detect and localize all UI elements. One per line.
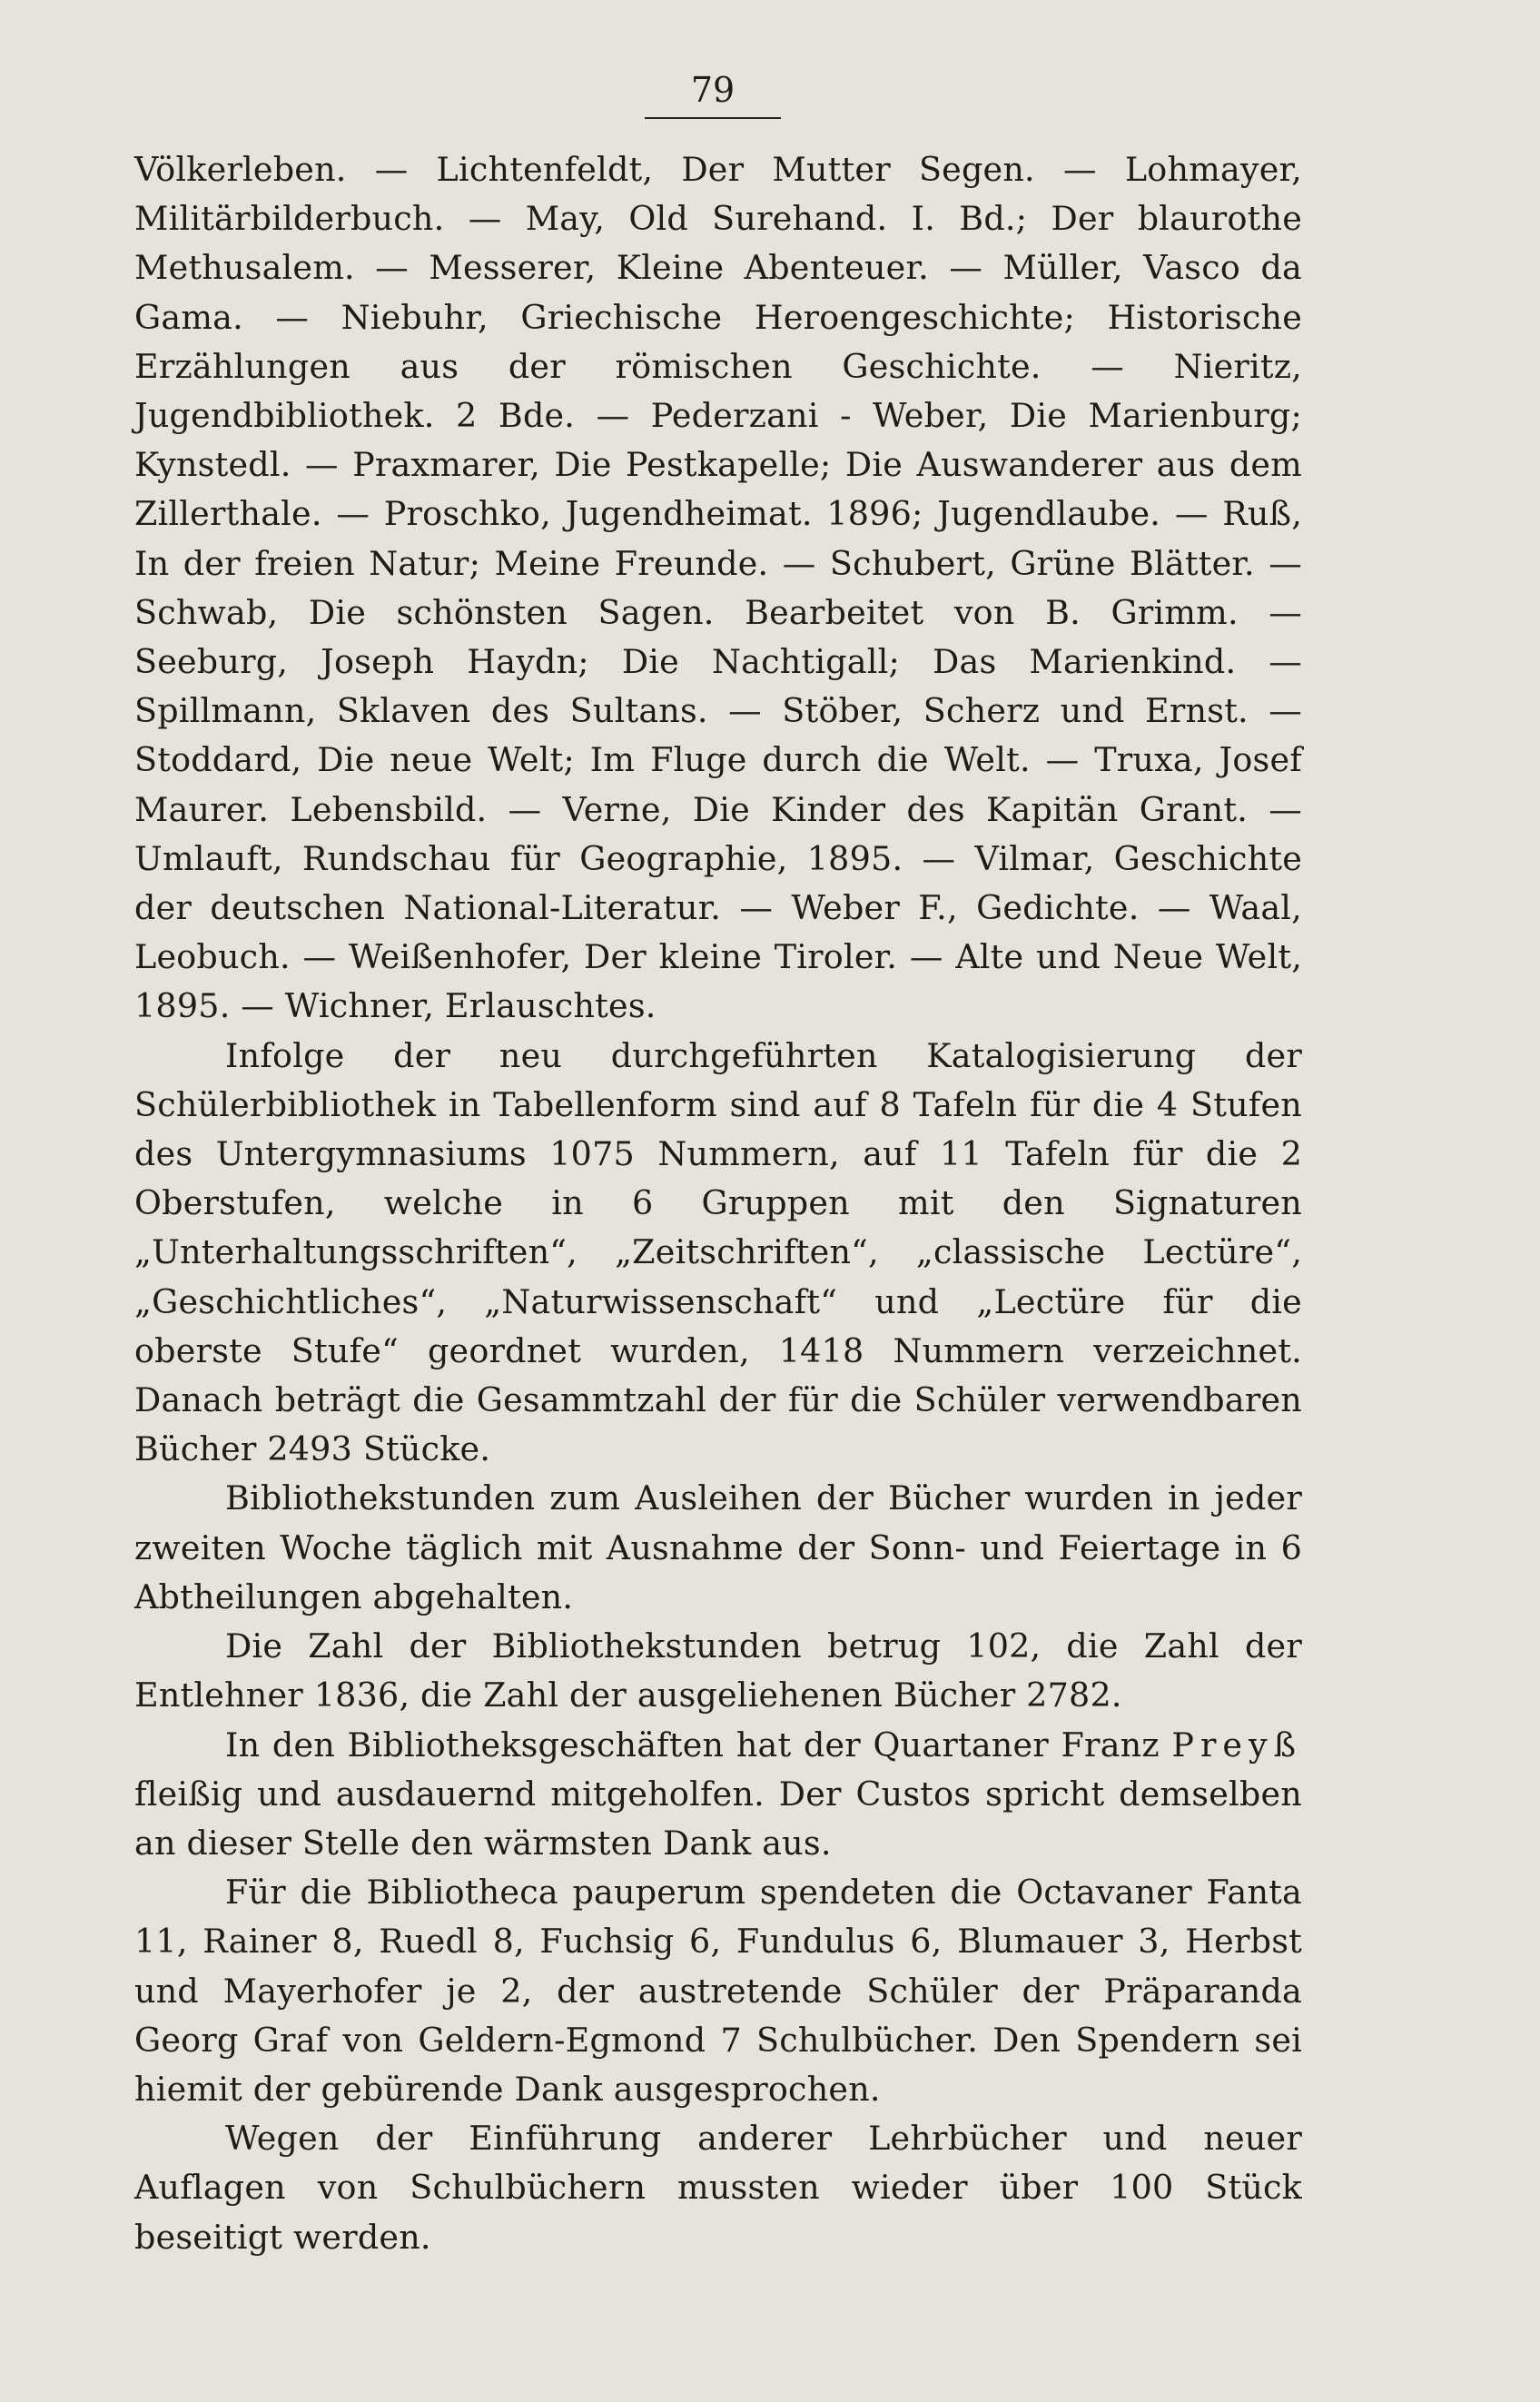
helper-acknowledgement-paragraph <box>134 1721 1302 1869</box>
helper-text-after-name: fleißig und ausdauernd mitgeholfen. Der Custos spricht demselben an dieser Stelle den wärmsten Dank aus. <box>134 1774 1302 1863</box>
page-number: 79 <box>690 70 735 110</box>
helper-text-before-name: In den Bibliotheksgeschäften hat der Quartaner Franz <box>225 1725 1172 1764</box>
donations-paragraph: Für die Bibliotheca pauperum spendeten die Octavaner Fanta 11, Rainer 8, Ruedl 8, Fuchsig 6, Fundulus 6, Blumauer 3, Herbst und Mayerhofer je 2, der austretende Schüler der Präparanda Georg Graf von Geldern-Egmond 7 Schulbücher. Den Spendern sei hiemit der gebürende Dank ausgesprochen. <box>134 1873 1302 2109</box>
body-text <box>134 145 1302 2262</box>
library-statistics-paragraph: Die Zahl der Bibliothekstunden betrug 102, die Zahl der Entlehner 1836, die Zahl der ausgeliehenen Bücher 2782. <box>134 1626 1302 1715</box>
removed-books-paragraph: Wegen der Einführung anderer Lehrbücher und neuer Auflagen von Schulbüchern mussten wieder über 100 Stück beseitigt werden. <box>134 2119 1302 2257</box>
library-hours-paragraph: Bibliothekstunden zum Ausleihen der Bücher wurden in jeder zweiten Woche täglich mit Ausnahme der Sonn- und Feiertage in 6 Abtheilungen abgehalten. <box>134 1478 1302 1616</box>
page-number-underline <box>645 117 781 119</box>
catalog-paragraph: Infolge der neu durchgeführten Katalogisierung der Schülerbibliothek in Tabellenform sind auf 8 Tafeln für die 4 Stufen des Untergymnasiums 1075 Nummern, auf 11 Tafeln für die 2 Oberstufen, welche in 6 Gruppen mit den Signaturen „Unterhaltungsschriften“, „Zeitschriften“, „classische Lectüre“, „Geschichtliches“, „Naturwissenschaft“ und „Lectüre für die oberste Stufe“ geordnet wurden, 1418 Nummern verzeichnet. Danach beträgt die Gesammtzahl der für die Schüler verwendbaren Bücher 2493 Stücke. <box>134 1035 1302 1469</box>
book-list-paragraph: Völkerleben. — Lichtenfeldt, Der Mutter Segen. — Lohmayer, Militärbilderbuch. — May, Old Surehand. I. Bd.; Der blaurothe Methusalem. — Messerer, Kleine Abenteuer. — Müller, Vasco da Gama. — Niebuhr, Griechische Heroengeschichte; Historische Erzählungen aus der römischen Geschichte. — Nieritz, Jugendbibliothek. 2 Bde. — Pederzani - Weber, Die Marienburg; Kynstedl. — Praxmarer, Die Pestkapelle; Die Auswanderer aus dem Zillerthale. — Proschko, Jugendheimat. 1896; Jugendlaube. — Ruß, In der freien Natur; Meine Freunde. — Schubert, Grüne Blätter. — Schwab, Die schönsten Sagen. Bearbeitet von B. Grimm. — Seeburg, Joseph Haydn; Die Nachtigall; Das Marienkind. — Spillmann, Sklaven des Sultans. — Stöber, Scherz und Ernst. — Stoddard, Die neue Welt; Im Fluge durch die Welt. — Truxa, Josef Maurer. Lebensbild. — Verne, Die Kinder des Kapitän Grant. — Umlauft, Rundschau für Geographie, 1895. — Vilmar, Geschichte der deutschen National-Literatur. — Weber F., Gedichte. — Waal, Leobuch. — Weißenhofer, Der kleine Tiroler. — Alte und Neue Welt, 1895. — Wichner, Erlauschtes. <box>134 150 1302 1026</box>
helper-name: Preyß <box>1171 1725 1302 1764</box>
